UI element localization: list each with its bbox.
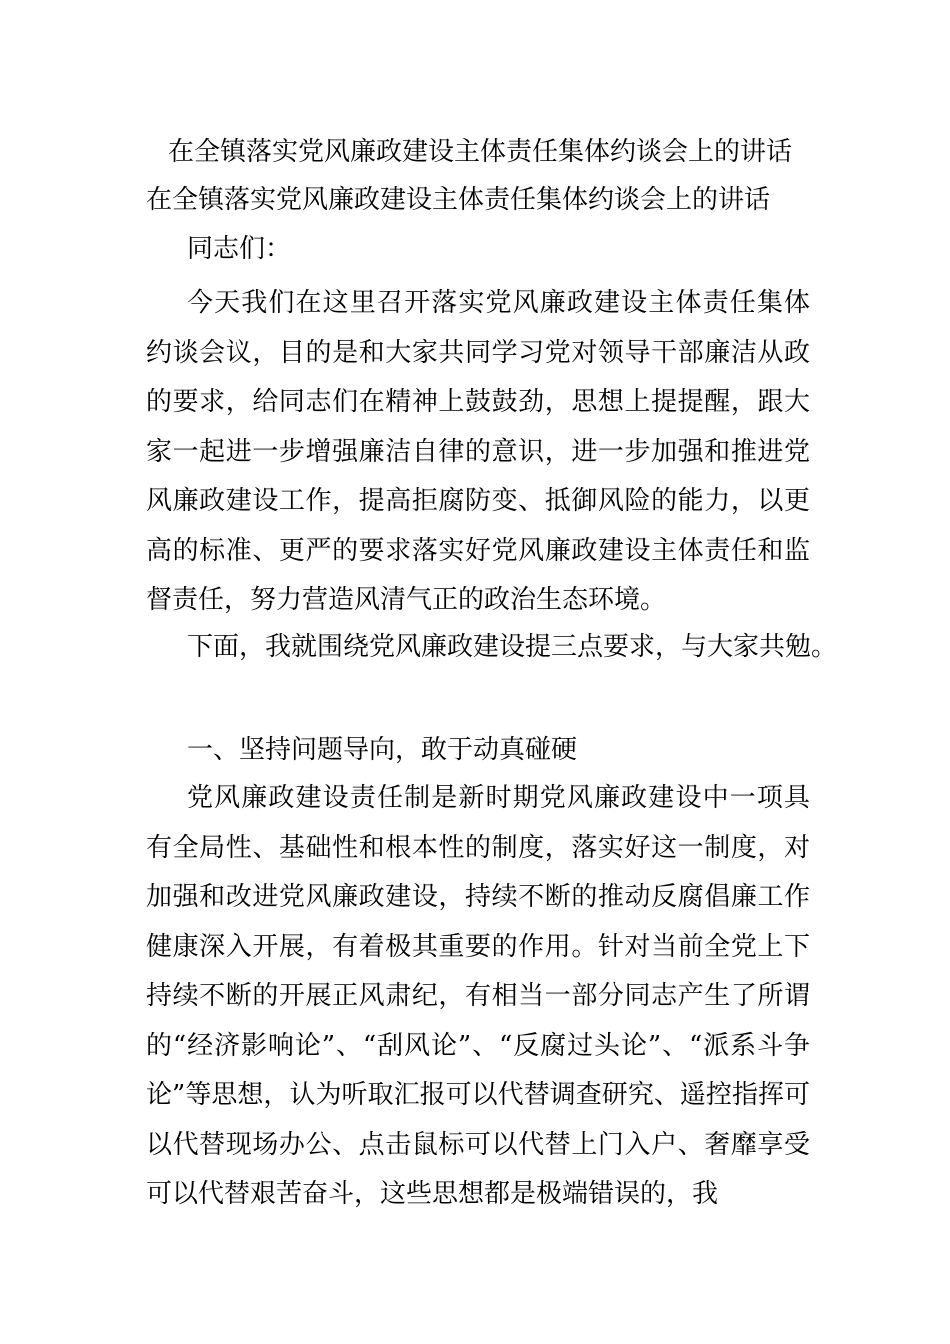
paragraph-requirements-intro: 下面，我就围绕党风廉政建设提三点要求，与大家共勉。 xyxy=(187,632,838,662)
document-title-repeat: 在全镇落实党风廉政建设主体责任集体约谈会上的讲话 xyxy=(146,185,771,215)
salutation: 同志们： xyxy=(187,234,292,264)
paragraph-opening: 今天我们在这里召开落实党风廉政建设主体责任集体约谈会议，目的是和大家共同学习党对领导干部廉洁从政的要求，给同志们在精神上鼓鼓劲，思想上提提醒，跟大家一起进一步增强廉洁自律的意识，进一步加强和推进党风廉政建设工作，提高拒腐防变、抵御风险的能力，以更高的标准、更严的要求落实好党风廉政建设主体责任和监督责任，努力营造风清气正的政治生态环境。 xyxy=(146,288,810,615)
section-heading-1: 一、坚持问题导向，敢于动真碰硬 xyxy=(187,735,578,765)
document-title: 在全镇落实党风廉政建设主体责任集体约谈会上的讲话 xyxy=(168,137,793,167)
paragraph-section-1-body: 党风廉政建设责任制是新时期党风廉政建设中一项具有全局性、基础性和根本性的制度，落实好这一制度，对加强和改进党风廉政建设，持续不断的推动反腐倡廉工作健康深入开展，有着极其重要的作用。针对当前全党上下持续不断的开展正风肃纪，有相当一部分同志产生了所谓的“经济影响论”、“刮风论”、“反腐过头论”、“派系斗争论”等思想，认为听取汇报可以代替调查研究、遥控指挥可以代替现场办公、点击鼠标可以代替上门入户、奢靡享受可以代替艰苦奋斗，这些思想都是极端错误的，我 xyxy=(146,783,810,1209)
